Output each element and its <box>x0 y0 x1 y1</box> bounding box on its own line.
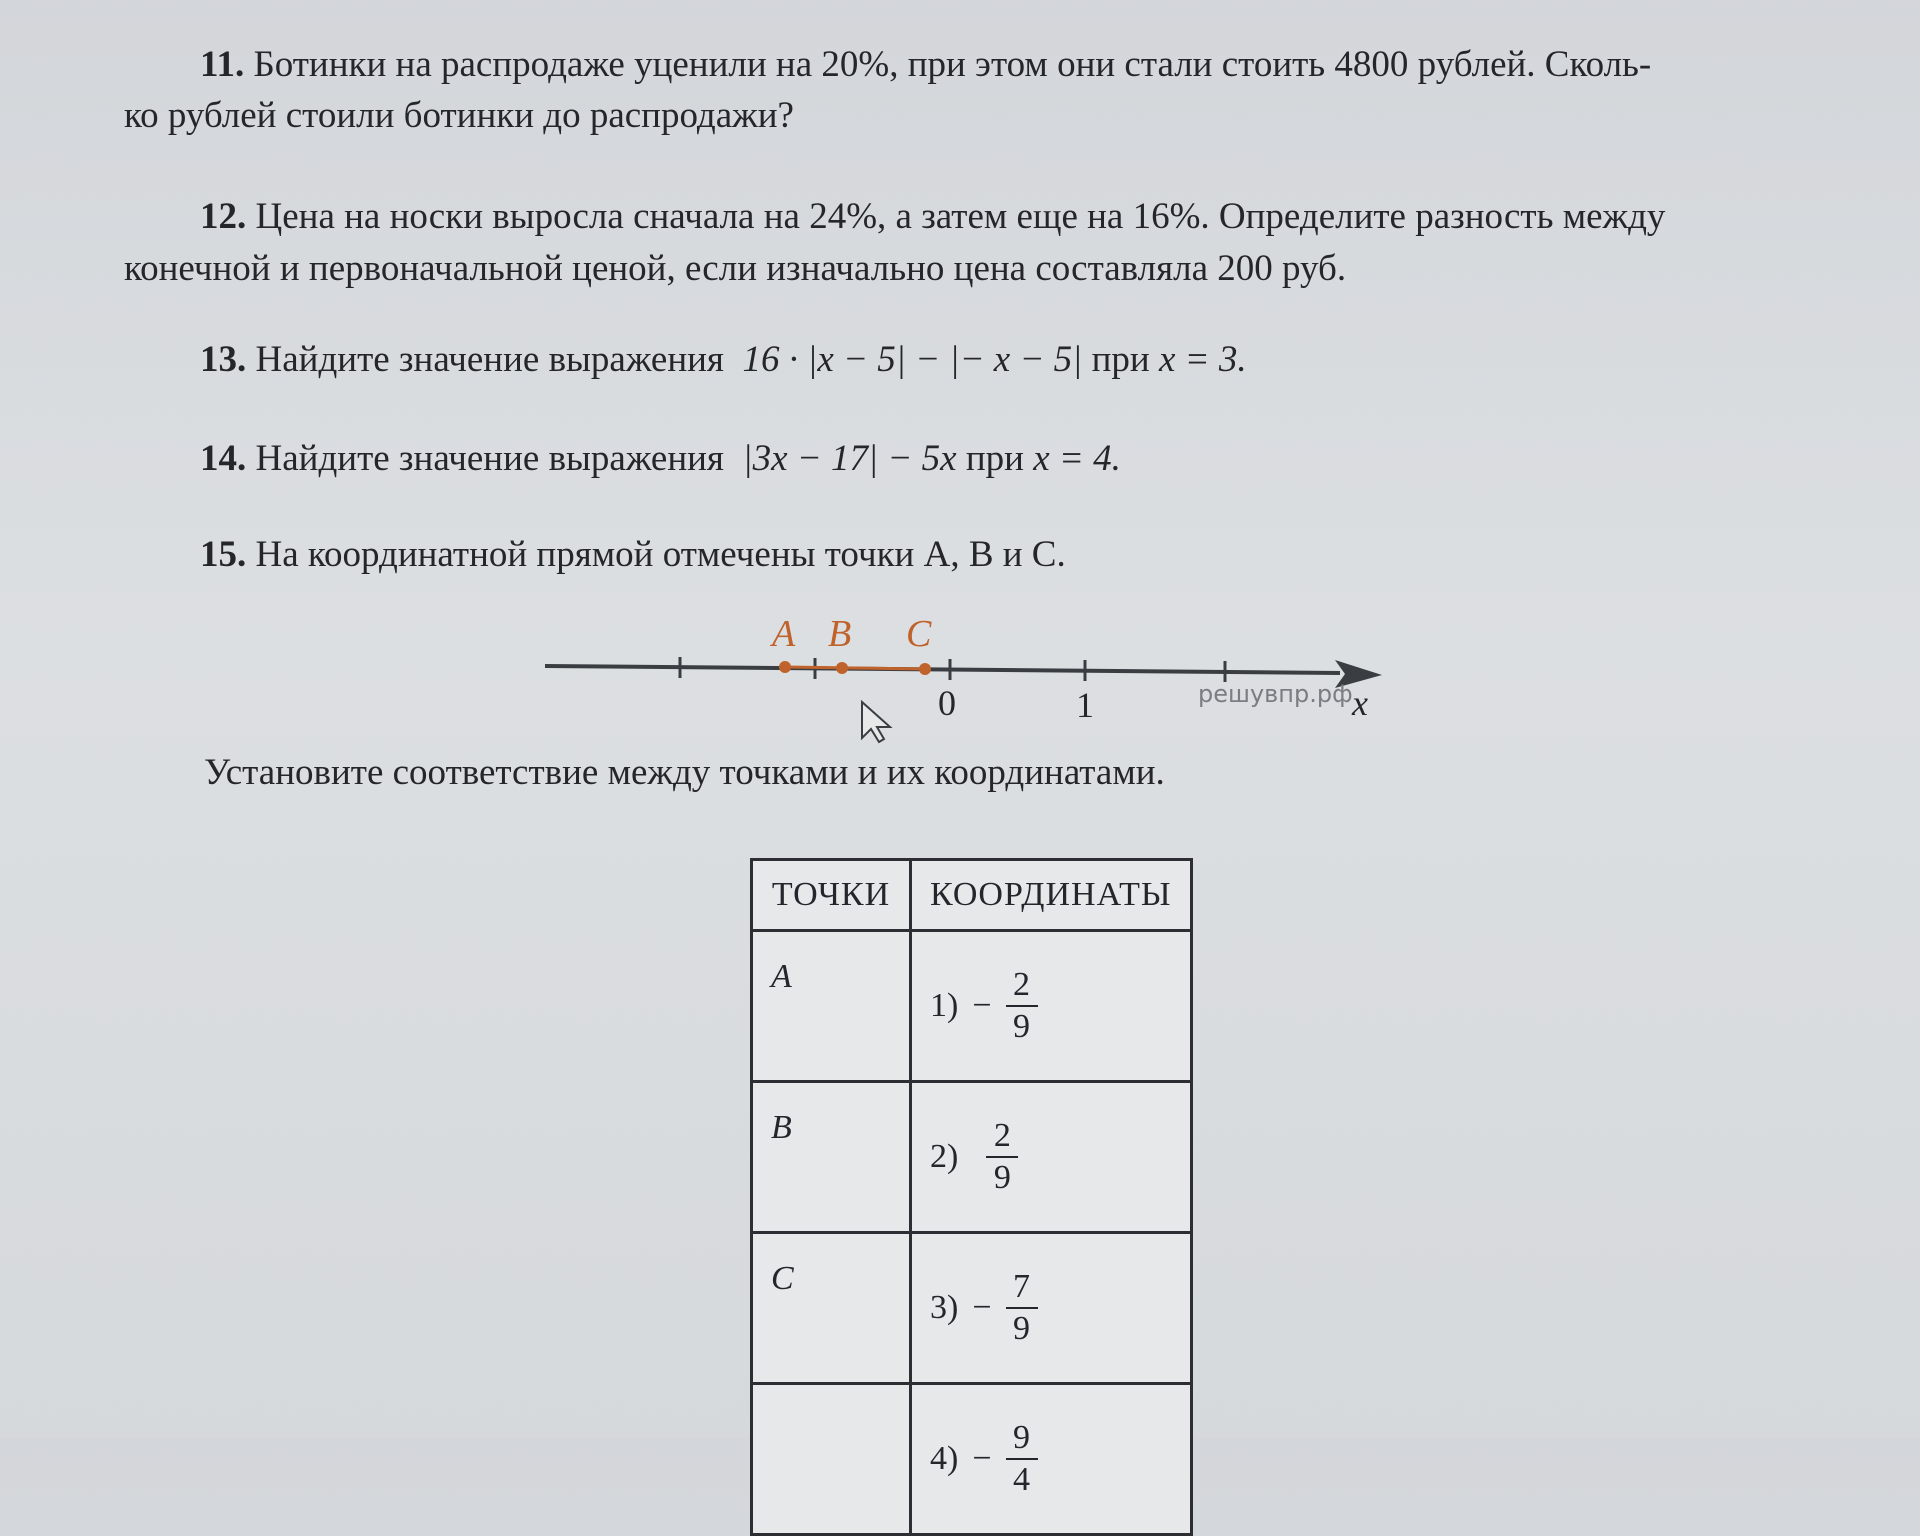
table-row <box>752 1233 1192 1384</box>
task-number: 11. <box>200 44 245 85</box>
point-label-b: B <box>828 613 852 655</box>
math-expression: 16 · |x − 5| − |− x − 5| <box>742 339 1083 380</box>
numerator: 2 <box>1013 966 1031 1003</box>
numerator: 7 <box>1013 1268 1031 1305</box>
option-index: 4) <box>930 1440 959 1477</box>
point-cell <box>752 1384 911 1535</box>
axis-line <box>545 666 1340 673</box>
fraction <box>1006 965 1038 1047</box>
task-text: Найдите значение выражения <box>255 438 724 479</box>
option-index: 3) <box>930 1289 959 1326</box>
numerator: 9 <box>1013 1419 1031 1456</box>
point-cell: C <box>752 1233 911 1384</box>
coordinate-cell <box>911 931 1192 1082</box>
minus-sign: − <box>972 987 992 1024</box>
task-text: На координатной прямой отмечены точки A, B и C. <box>255 534 1066 575</box>
tick-label-1: 1 <box>1076 685 1094 725</box>
minus-sign: − <box>972 1289 992 1326</box>
fraction <box>1006 1267 1038 1349</box>
coordinate-cell <box>911 1233 1192 1384</box>
point-label-c: C <box>906 613 932 655</box>
task-number: 12. <box>200 196 247 237</box>
matching-table <box>750 858 1193 1536</box>
numerator: 2 <box>993 1117 1011 1154</box>
point-c <box>919 663 931 675</box>
fraction <box>1006 1418 1038 1500</box>
option-index: 2) <box>930 1138 959 1175</box>
condition-word: при <box>965 438 1024 479</box>
condition: x = 3. <box>1158 339 1247 380</box>
axis-label-x: x <box>1352 683 1368 723</box>
math-expression: |3x − 17| − 5x <box>742 438 957 479</box>
table-row <box>752 1384 1192 1535</box>
task-number: 14. <box>200 438 247 479</box>
point-label-a: A <box>772 613 796 655</box>
condition: x = 4. <box>1033 438 1121 479</box>
header-points: ТОЧКИ <box>752 860 911 931</box>
table-row <box>752 931 1192 1082</box>
task-text: Ботинки на распродаже уценили на 20%, при этом они стали стоить 4800 рублей. Сколь- <box>253 44 1652 85</box>
tick-label-0: 0 <box>938 683 956 723</box>
fraction <box>986 1116 1018 1198</box>
coordinate-cell <box>911 1082 1192 1233</box>
coordinate-cell <box>911 1384 1192 1535</box>
table-row <box>752 1082 1192 1233</box>
denominator: 9 <box>1013 1310 1031 1347</box>
header-coordinates: КООРДИНАТЫ <box>911 860 1192 931</box>
cursor-arrow-icon <box>862 702 890 742</box>
task-11-line-2: ко рублей стоили ботинки до распродажи? <box>124 95 794 136</box>
watermark: решувпр.рф <box>1198 680 1353 708</box>
point-cell: A <box>752 931 911 1082</box>
denominator: 4 <box>1013 1461 1031 1498</box>
instruction: Установите соответствие между точками и их координатами. <box>204 752 1165 793</box>
task-number: 15. <box>200 534 247 575</box>
option-index: 1) <box>930 987 959 1024</box>
point-a <box>779 661 791 673</box>
point-b <box>836 662 848 674</box>
task-text: Цена на носки выросла сначала на 24%, а затем еще на 16%. Определите разность между <box>255 196 1666 237</box>
denominator: 9 <box>1013 1008 1031 1045</box>
table-header-row <box>752 860 1192 931</box>
minus-sign: − <box>972 1440 992 1477</box>
denominator: 9 <box>993 1159 1011 1196</box>
task-12-line-2: конечной и первоначальной ценой, если изначально цена составляла 200 руб. <box>124 248 1347 289</box>
task-text: Найдите значение выражения <box>255 339 724 380</box>
task-number: 13. <box>200 339 247 380</box>
point-cell: B <box>752 1082 911 1233</box>
condition-word: при <box>1091 339 1150 380</box>
highlight-segment <box>785 667 925 669</box>
